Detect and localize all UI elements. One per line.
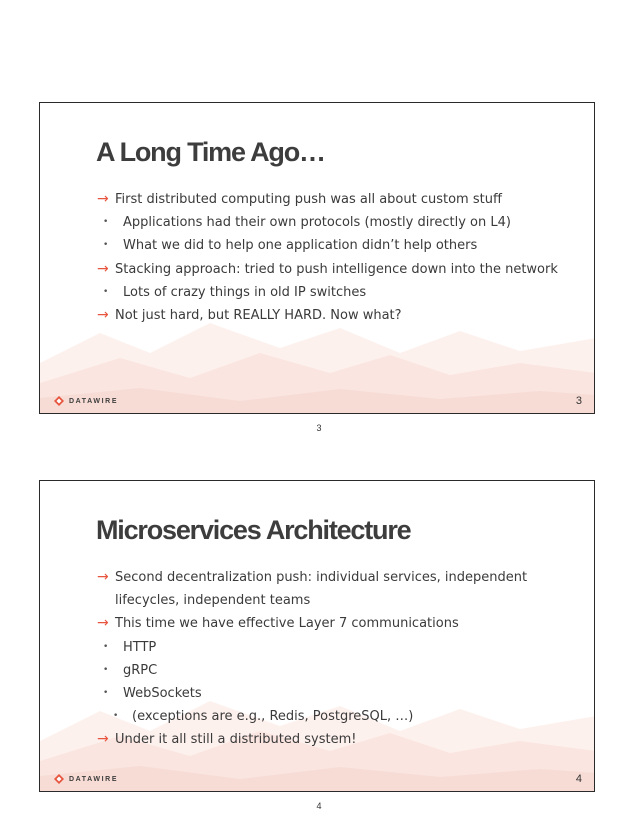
bullet-continuation [97, 589, 574, 612]
datawire-logo [54, 774, 118, 784]
sub-bullet-item [97, 636, 574, 659]
bullet-item [97, 612, 574, 635]
arrow-bullet-icon: → [97, 569, 109, 585]
bullet-text: What we did to help one application didn’t help others [123, 238, 478, 254]
sub-sub-bullet-item [97, 705, 574, 728]
bullet-text: (exceptions are e.g., Redis, PostgreSQL, …) [132, 709, 414, 725]
bullet-text: HTTP [123, 639, 157, 655]
bullet-text: Stacking approach: tried to push intelligence down into the network [115, 261, 558, 277]
bullet-list [97, 188, 574, 327]
bullet-text: Under it all still a distributed system! [115, 732, 357, 748]
slide-title: A Long Time Ago… [96, 137, 325, 167]
bullet-text: Second decentralization push: individual services, independent [115, 570, 528, 585]
bullet-text: WebSockets [123, 686, 202, 702]
sub-bullet-item [97, 659, 574, 682]
slide-number: 3 [575, 395, 582, 407]
logo-text: DATAWIRE [69, 775, 119, 783]
sub-bullet-item [97, 234, 574, 257]
bullet-text: Applications had their own protocols (mostly directly on L4) [123, 215, 511, 231]
bullet-text: lifecycles, independent teams [115, 593, 311, 609]
bullet-text: Lots of crazy things in old IP switches [123, 284, 367, 300]
dot-bullet-icon: • [103, 664, 109, 675]
bullet-text: Not just hard, but REALLY HARD. Now what? [115, 308, 402, 324]
dot-bullet-icon: • [103, 641, 109, 652]
arrow-bullet-icon: → [97, 731, 109, 748]
bullet-item [97, 188, 574, 211]
logo-text: DATAWIRE [69, 397, 119, 405]
datawire-logo [54, 396, 118, 406]
arrow-bullet-icon: → [97, 615, 109, 632]
bullet-item [97, 258, 574, 281]
arrow-bullet-icon: → [97, 191, 109, 207]
slide-3 [39, 102, 595, 414]
dot-bullet-icon: • [103, 286, 109, 297]
bullet-item [97, 728, 574, 751]
dot-bullet-icon: • [113, 711, 119, 722]
bullet-list [97, 566, 574, 752]
dot-bullet-icon: • [103, 688, 109, 699]
dot-bullet-icon: • [103, 240, 109, 251]
bullet-text: This time we have effective Layer 7 communications [115, 616, 459, 632]
sub-bullet-item [97, 682, 574, 705]
slide-number: 4 [575, 773, 582, 785]
page-number: 3 [316, 423, 322, 433]
arrow-bullet-icon: → [97, 307, 109, 324]
bullet-item [97, 566, 574, 589]
bullet-text: First distributed computing push was all about custom stuff [115, 192, 502, 207]
slide-title: Microservices Architecture [96, 515, 411, 545]
dot-bullet-icon: • [103, 217, 109, 228]
sub-bullet-item [97, 281, 574, 304]
datawire-logo-icon [54, 396, 64, 406]
bullet-text: gRPC [123, 662, 158, 678]
slide-4 [39, 480, 595, 792]
arrow-bullet-icon: → [97, 260, 109, 277]
sub-bullet-item [97, 211, 574, 234]
page-number: 4 [316, 801, 322, 811]
datawire-logo-icon [54, 774, 64, 784]
bullet-item [97, 304, 574, 327]
